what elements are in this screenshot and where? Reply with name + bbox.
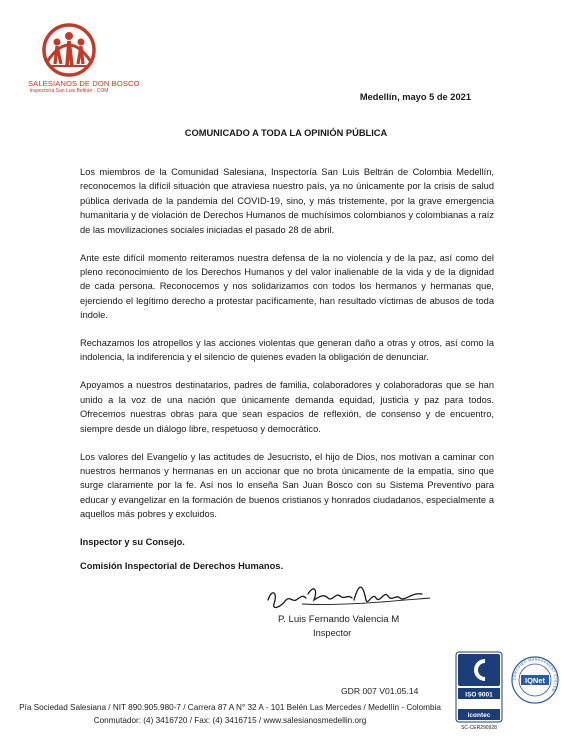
paragraph: Ante este difícil momento reiteramos nuestra defensa de la no violencia y de la paz, así como del pleno reconocimiento de los Derechos Humanos y del valor inalienable de la vida y de la dignidad de cada persona. Reconocemos y nos solidarizamos con todos los hermanos y hermanas que, ejerciendo el legítimo derecho a protestar pacíficamente, han resultado víctimas de abusos de toda índole. (80, 252, 494, 321)
signatory-name: P. Luis Fernando Valencia M (278, 614, 400, 625)
handwritten-signature (262, 570, 437, 655)
document-date: Medellín, mayo 5 de 2021 (359, 92, 471, 102)
iso-label: ISO 9001 (465, 691, 493, 699)
document-code: GDR 007 V01.05.14 (341, 686, 419, 696)
icontec-certification-seal (455, 651, 503, 731)
icontec-logo-icon (455, 651, 503, 731)
document-title: COMUNICADO A TODA LA OPINIÓN PÚBLICA (184, 128, 388, 138)
paragraph: Los valores del Evangelio y las actitudes de Jesucristo, el hijo de Dios, nos motivan a caminar con nuestros hermanos y hermanas en un accionar que no brota únicamente de la empatía, sino que surge claramente por la fe. Así nos lo enseña San Juan Bosco con su Sistema Preventivo para educar y evangelizar en la formación de buenos cristianos y honrados ciudadanos, especialmente a aquellos más pobres y excluidos. (80, 451, 494, 520)
document-body (80, 165, 494, 584)
logo-name: SALESIANOS DE DON BOSCO (28, 79, 140, 88)
iqnet-logo-icon (510, 655, 560, 705)
logo-subtitle: Inspectoría San Luis Beltrán · COM (29, 88, 109, 94)
closing-line: Comisión Inspectorial de Derechos Humanos. (80, 561, 284, 572)
icontec-label: icontec (467, 712, 491, 719)
footer-contact: Conmutador: (4) 3416720 / Fax: (4) 3416715 / www.salesianosmedellin.org (93, 715, 367, 725)
paragraph: Rechazamos los atropellos y las acciones violentas que generan daño a otras y otros, así como la indolencia, la indiferencia y el silencio de quienes evaden la obligación de denunciar. (80, 338, 494, 363)
salesianos-emblem-icon (37, 22, 101, 78)
letterhead-footer (0, 702, 460, 727)
iqnet-ring-text: CERTIFIED MANAGEMENT SYSTEM (512, 657, 558, 693)
footer-address: Pía Sociedad Salesiana / NIT 890.905.980-7 / Carrera 87 A N° 32 A - 101 Belén Las Mercedes / Medellín - Colombia (19, 703, 441, 712)
signatory-role: Inspector (313, 628, 352, 638)
iqnet-label: IQNet (524, 676, 546, 685)
salesianos-logo (28, 22, 140, 94)
iqnet-certification-seal (510, 655, 560, 705)
closing-line: Inspector y su Consejo. (80, 537, 185, 548)
paragraph: Apoyamos a nuestros destinatarios, padres de familia, colaboradores y colaboradoras que se han unido a la voz de una nación que únicamente demanda equidad, justicia y paz para todos. Ofrecemos nuestras obras para que sean espacios de reflexión, de consenso y de encuentro, siempre desde un diálogo libre, respetuoso y democrático. (80, 380, 494, 434)
paragraph: Los miembros de la Comunidad Salesiana, Inspectoría San Luis Beltrán de Colombia Medellín, reconocemos la difícil situación que atraviesa nuestro país, ya no únicamente por la crisis de salud pública derivada de la pandemia del COVID-19, sino, y más tristemente, por la grave emergencia humanitaria y de violación de Derechos Humanos de muchísimos colombianos y colombianas a raíz de las movilizaciones sociales iniciadas el pasado 28 de abril. (80, 167, 494, 235)
certificate-number: SC-CER290928 (461, 725, 497, 731)
